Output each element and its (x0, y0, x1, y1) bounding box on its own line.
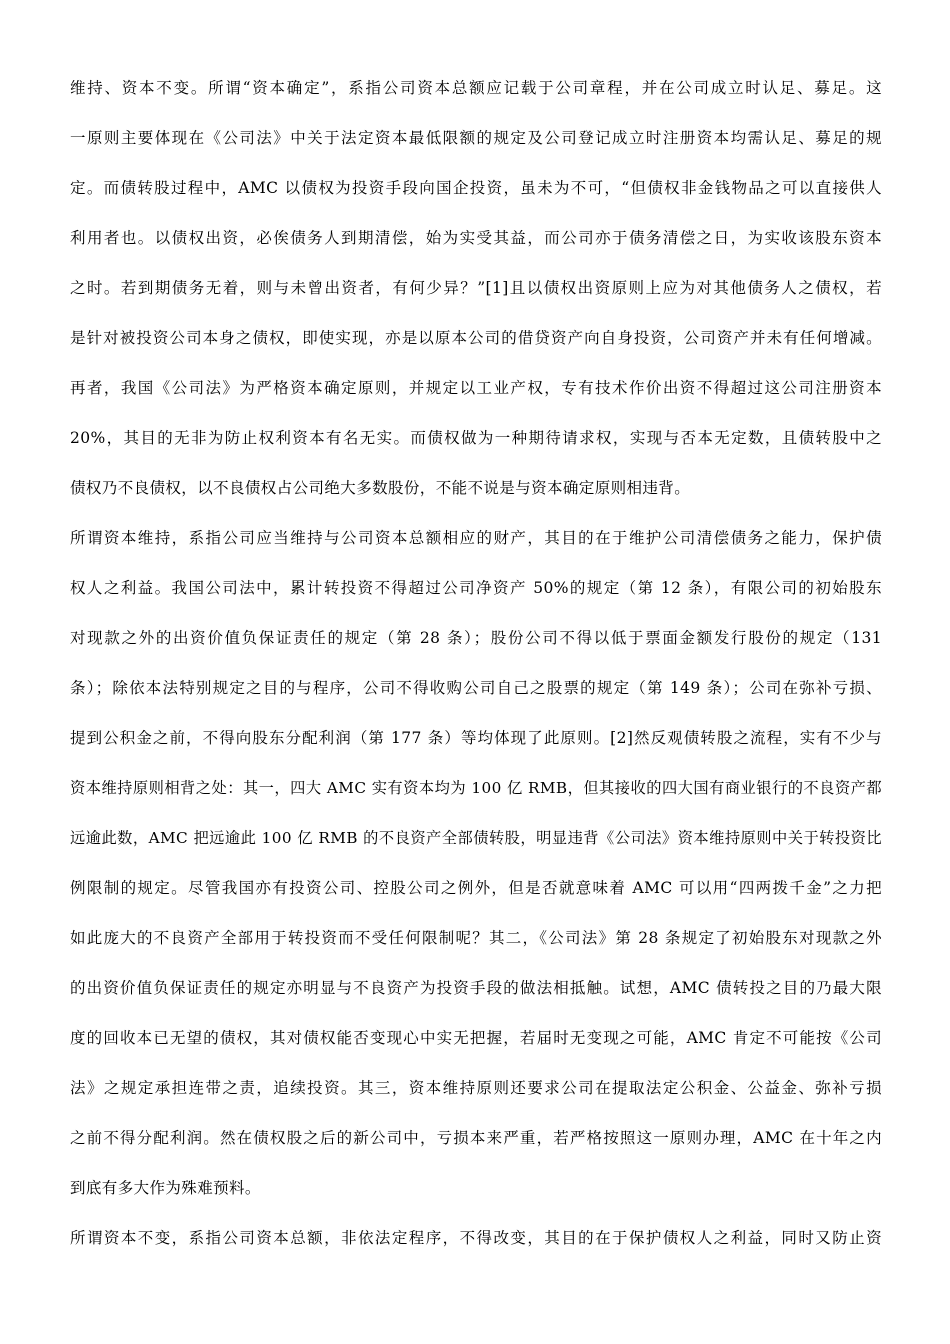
text-line: 提到公积金之前，不得向股东分配利润（第 177 条）等均体现了此原则。[2]然反观债转股之流程，实有不少与 (70, 729, 882, 747)
text-line: 远逾此数，AMC 把远逾此 100 亿 RMB 的不良资产全部债转股，明显违背《公司法》资本维持原则中关于转投资比 (70, 829, 882, 847)
text-line: 所谓资本维持，系指公司应当维持与公司资本总额相应的财产，其目的在于维护公司清偿债务之能力，保护债 (70, 529, 882, 547)
text-line: 资本维持原则相背之处：其一，四大 AMC 实有资本均为 100 亿 RMB，但其接收的四大国有商业银行的不良资产都 (70, 779, 882, 797)
text-line: 所谓资本不变，系指公司资本总额，非依法定程序，不得改变，其目的在于保护债权人之利益，同时又防止资 (70, 1229, 882, 1247)
text-line: 债权乃不良债权，以不良债权占公司绝大多数股份，不能不说是与资本确定原则相违背。 (70, 479, 691, 497)
text-line: 是针对被投资公司本身之债权，即使实现，亦是以原本公司的借贷资产向自身投资，公司资产并未有任何增减。 (70, 329, 882, 347)
text-line: 法》之规定承担连带之责，追续投资。其三，资本维持原则还要求公司在提取法定公积金、公益金、弥补亏损 (70, 1079, 882, 1097)
text-line: 一原则主要体现在《公司法》中关于法定资本最低限额的规定及公司登记成立时注册资本均需认足、募足的规 (70, 129, 882, 147)
text-line: 条）；除依本法特别规定之目的与程序，公司不得收购公司自己之股票的规定（第 149 条）；公司在弥补亏损、 (70, 679, 882, 697)
text-line: 20%，其目的无非为防止权利资本有名无实。而债权做为一种期待请求权，实现与否本无定数，且债转股中之 (70, 429, 882, 447)
text-line: 利用者也。以债权出资，必俟债务人到期清偿，始为实受其益，而公司亦于债务清偿之日，为实收该股东资本 (70, 229, 882, 247)
text-line: 到底有多大作为殊难预料。 (70, 1179, 261, 1197)
text-line: 之时。若到期债务无着，则与未曾出资者，有何少异？”[1]且以债权出资原则上应为对其他债务人之债权，若 (70, 279, 882, 297)
text-line: 的出资价值负保证责任的规定亦明显与不良资产为投资手段的做法相抵触。试想，AMC 债转投之目的乃最大限 (70, 979, 882, 997)
text-line: 定。而债转股过程中，AMC 以债权为投资手段向国企投资，虽未为不可，“但债权非金钱物品之可以直接供人 (70, 179, 882, 197)
text-line: 维持、资本不变。所谓“资本确定”，系指公司资本总额应记载于公司章程，并在公司成立时认足、募足。这 (70, 79, 882, 97)
text-line: 对现款之外的出资价值负保证责任的规定（第 28 条）；股份公司不得以低于票面金额发行股份的规定（131 (70, 629, 882, 647)
text-line: 例限制的规定。尽管我国亦有投资公司、控股公司之例外，但是否就意味着 AMC 可以用“四两拨千金”之力把 (70, 879, 882, 897)
text-line: 如此庞大的不良资产全部用于转投资而不受任何限制呢？其二，《公司法》第 28 条规定了初始股东对现款之外 (70, 929, 882, 947)
text-line: 权人之利益。我国公司法中，累计转投资不得超过公司净资产 50%的规定（第 12 条），有限公司的初始股东 (70, 579, 882, 597)
text-line: 之前不得分配利润。然在债权股之后的新公司中，亏损本来严重，若严格按照这一原则办理，AMC 在十年之内 (70, 1129, 882, 1147)
text-line: 度的回收本已无望的债权，其对债权能否变现心中实无把握，若届时无变现之可能，AMC 肯定不可能按《公司 (70, 1029, 882, 1047)
text-line: 再者，我国《公司法》为严格资本确定原则，并规定以工业产权，专有技术作价出资不得超过这公司注册资本 (70, 379, 882, 397)
